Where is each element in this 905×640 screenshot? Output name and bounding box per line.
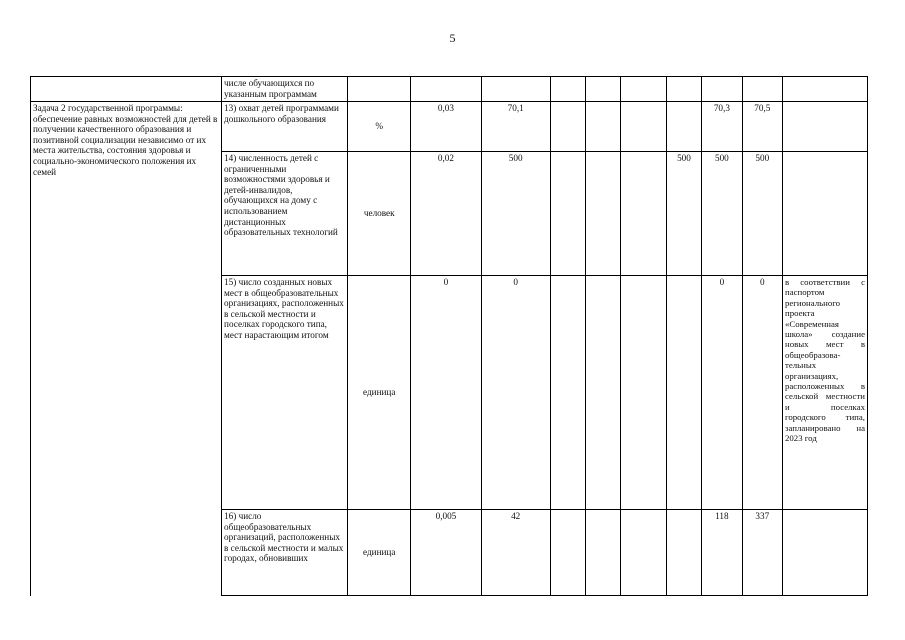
indicators-table bbox=[30, 76, 868, 596]
value-cell bbox=[550, 152, 585, 276]
value-cell: 0,005 bbox=[411, 510, 482, 596]
value-cell bbox=[585, 152, 620, 276]
value-cell bbox=[621, 276, 666, 510]
value-cell: 42 bbox=[481, 510, 550, 596]
value-cell: 0 bbox=[742, 276, 782, 510]
value-cell bbox=[621, 102, 666, 152]
indicator-cell: 15) число созданных новых мест в общеобразовательных организациях, расположенных в сельской местности и поселках городского типа, мест нарастающим итогом bbox=[222, 276, 348, 510]
value-cell: 0 bbox=[702, 276, 742, 510]
indicator-cell: 13) охват детей программами дошкольного образования bbox=[222, 102, 348, 152]
value-cell bbox=[585, 102, 620, 152]
value-cell: 0 bbox=[411, 276, 482, 510]
value-cell bbox=[666, 276, 701, 510]
unit-cell: единица bbox=[348, 510, 411, 596]
value-cell: 70,1 bbox=[481, 102, 550, 152]
task-cell: Задача 2 государственной программы: обеспечение равных возможностей для детей в получении качественного образования и позитивной социализации независимо от их места жительства, состояния здоровья и социально-экономического положения их семей bbox=[31, 102, 222, 596]
value-cell: 500 bbox=[481, 152, 550, 276]
unit-cell: % bbox=[348, 102, 411, 152]
value-cell bbox=[550, 102, 585, 152]
value-cell: 337 bbox=[742, 510, 782, 596]
unit-cell: человек bbox=[348, 152, 411, 276]
value-cell: 500 bbox=[666, 152, 701, 276]
note-cell bbox=[783, 510, 868, 596]
value-cell bbox=[621, 510, 666, 596]
value-cell bbox=[666, 102, 701, 152]
task-cell-continuation bbox=[31, 77, 222, 102]
indicator-cell: числе обучающихся по указанным программам bbox=[222, 77, 348, 102]
value-cell bbox=[550, 276, 585, 510]
value-cell: 0,03 bbox=[411, 102, 482, 152]
value-cell: 0,02 bbox=[411, 152, 482, 276]
value-cell: 70,5 bbox=[742, 102, 782, 152]
table-row-continuation bbox=[31, 77, 868, 102]
unit-cell: единица bbox=[348, 276, 411, 510]
indicator-cell: 16) число общеобразовательных организаций, расположенных в сельской местности и малых городах, обновивших bbox=[222, 510, 348, 596]
note-cell bbox=[783, 152, 868, 276]
value-cell bbox=[666, 510, 701, 596]
value-cell: 0 bbox=[481, 276, 550, 510]
page-number: 5 bbox=[449, 31, 456, 45]
value-cell: 500 bbox=[702, 152, 742, 276]
note-cell: в соответствии с паспортом регионального проекта «Современная школа» создание новых мест в общеобразова-тельных организациях, расположенных в сельской местности и поселках городского типа, запланировано на 2023 год bbox=[783, 276, 868, 510]
table-row bbox=[31, 102, 868, 152]
value-cell bbox=[621, 152, 666, 276]
value-cell bbox=[585, 510, 620, 596]
value-cell: 118 bbox=[702, 510, 742, 596]
value-cell bbox=[585, 276, 620, 510]
value-cell bbox=[550, 510, 585, 596]
indicator-cell: 14) численность детей с ограниченными возможностями здоровья и детей-инвалидов, обучающихся на дому с использованием дистанционных образовательных технологий bbox=[222, 152, 348, 276]
value-cell: 70,3 bbox=[702, 102, 742, 152]
note-cell bbox=[783, 102, 868, 152]
value-cell: 500 bbox=[742, 152, 782, 276]
